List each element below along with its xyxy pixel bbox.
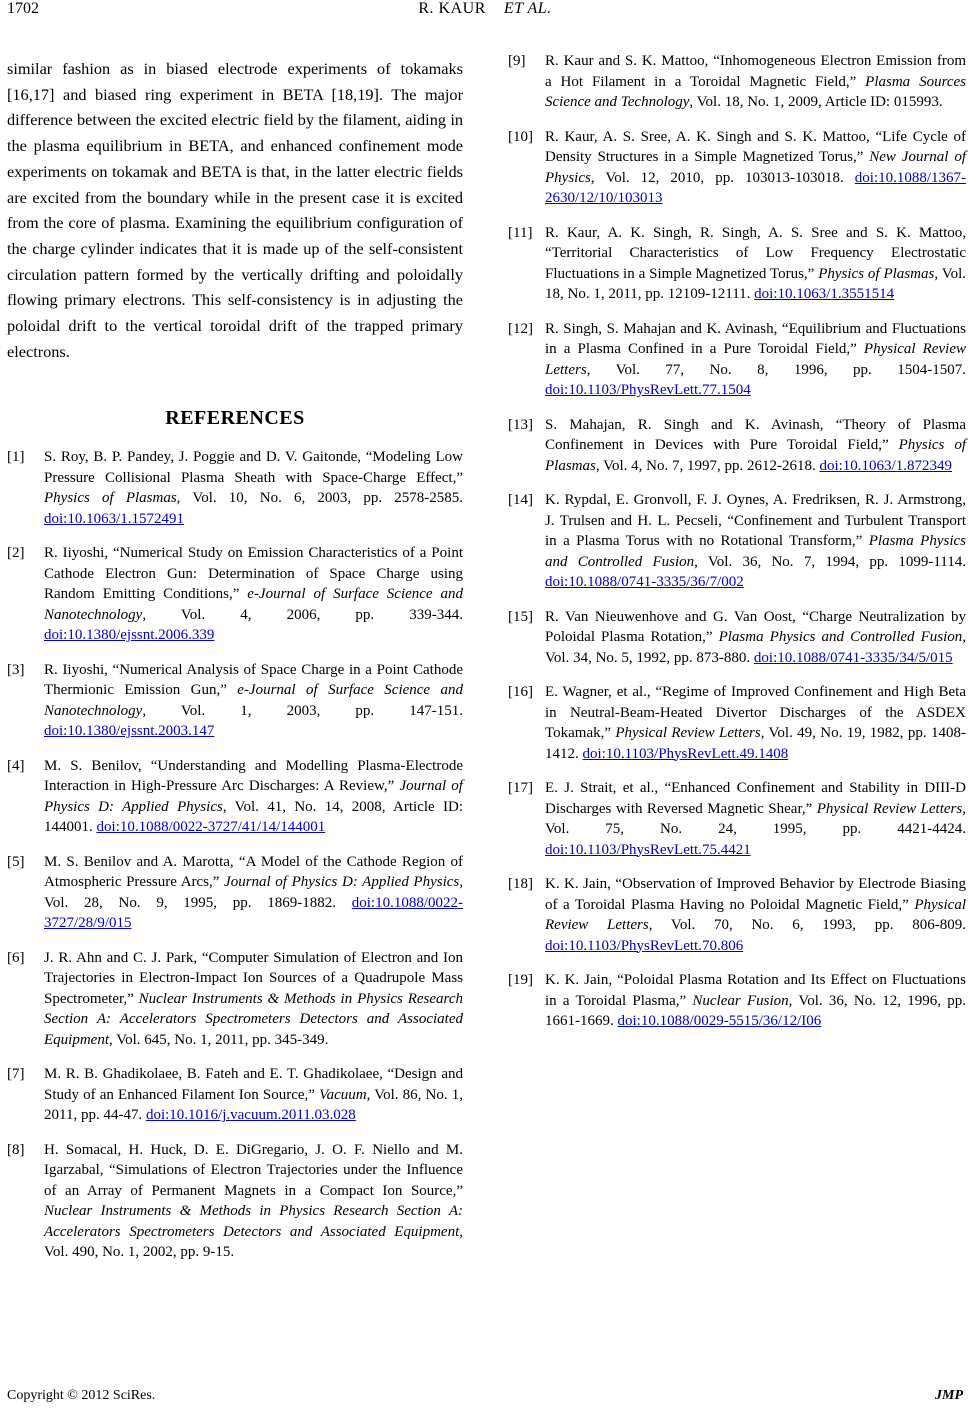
reference-journal: e-Journal of Surface Science and Nanotechnology xyxy=(44,586,463,623)
reference-details: , Vol. 36, No. 12, 1996, pp. 1661-1669. xyxy=(545,992,966,1029)
reference-details: , Vol. 18, No. 1, 2011, pp. 12109-12111. xyxy=(545,265,967,302)
doi-link[interactable]: doi:10.1088/0022-3727/28/9/015 xyxy=(44,894,463,932)
reference-authors-title: K. Rypdal, E. Gronvoll, F. J. Oynes, A. Fredriksen, R. J. Armstrong, J. Trulsen and H. L. Pecseli, “Confinement and Turbulent Transport in a Plasma Torus with no Rotational Transform,” xyxy=(545,492,966,549)
reference-item xyxy=(508,223,966,305)
reference-journal: Nuclear Fusion xyxy=(692,992,789,1009)
reference-details: , Vol. 4, 2006, pp. 339-344. xyxy=(142,606,463,623)
reference-list-right xyxy=(508,51,966,1032)
reference-item xyxy=(7,852,463,934)
reference-authors-title: M. S. Benilov and A. Marotta, “A Model of the Cathode Region of Atmospheric Pressure Arcs,” xyxy=(44,853,463,891)
reference-number: [1] xyxy=(7,449,25,466)
reference-item xyxy=(7,948,463,1051)
reference-item xyxy=(508,490,966,593)
reference-details: , Vol. 36, No. 7, 1994, pp. 1099-1114. xyxy=(694,553,966,570)
reference-number: [16] xyxy=(508,684,533,700)
reference-item xyxy=(508,127,966,209)
reference-journal: Plasma Sources Science and Technology xyxy=(545,73,966,110)
reference-authors-title: E. J. Strait, et al., “Enhanced Confinement and Stability in DIII-D Discharges with Reversed Magnetic Shear,” xyxy=(545,780,966,817)
reference-number: [6] xyxy=(7,949,25,966)
reference-number: [15] xyxy=(508,608,533,625)
reference-details: , Vol. 41, No. 14, 2008, Article ID: 144001. xyxy=(44,798,463,836)
doi-link[interactable]: doi:10.1063/1.3551514 xyxy=(754,286,895,302)
reference-details: , Vol. 70, No. 6, 1993, pp. 806-809. xyxy=(648,917,966,933)
reference-authors-title: S. Roy, B. P. Pandey, J. Poggie and D. V. Gaitonde, “Modeling Low Pressure Collisional Plasma Sheath with Space-Charge Effect,” xyxy=(44,449,463,486)
reference-authors-title: M. R. B. Ghadikolaee, B. Fateh and E. T. Ghadikolaee, “Design and Study of an Enhanced Filament Ion Source,” xyxy=(44,1066,463,1103)
reference-item xyxy=(7,1140,463,1263)
reference-authors-title: K. K. Jain, “Poloidal Plasma Rotation and Its Effect on Fluctuations in a Toroidal Plasma,” xyxy=(545,972,966,1009)
reference-details: , Vol. 28, No. 9, 1995, pp. 1869-1882. xyxy=(44,874,463,911)
doi-link[interactable]: doi:10.1088/0741-3335/34/5/015 xyxy=(753,649,953,666)
doi-link[interactable]: doi:10.1088/0741-3335/36/7/002 xyxy=(545,574,744,590)
doi-link[interactable]: doi:10.1088/1367-2630/12/10/103013 xyxy=(545,169,966,206)
reference-text xyxy=(545,319,966,401)
reference-authors-title: K. K. Jain, “Observation of Improved Behavior by Electrode Biasing of a Toroidal Plasma Having no Poloidal Magnetic Field,” xyxy=(545,876,966,913)
doi-link[interactable]: doi:10.1063/1.872349 xyxy=(819,457,952,474)
reference-text xyxy=(545,223,966,305)
reference-details: , Vol. 18, No. 1, 2009, Article ID: 015993. xyxy=(689,94,943,110)
reference-number: [5] xyxy=(7,853,25,870)
reference-text xyxy=(44,1064,463,1126)
reference-details: , Vol. 77, No. 8, 1996, pp. 1504-1507. xyxy=(586,361,966,378)
reference-number: [19] xyxy=(508,972,533,988)
reference-text xyxy=(545,51,966,113)
doi-link[interactable]: doi:10.1016/j.vacuum.2011.03.028 xyxy=(145,1107,356,1124)
reference-text xyxy=(545,490,966,593)
reference-authors-title: R. Kaur, A. S. Sree, A. K. Singh and S. K. Mattoo, “Life Cycle of Density Structures in a Simple Magnetized Torus,” xyxy=(545,128,966,165)
reference-number: [9] xyxy=(508,53,526,69)
page-number: 1702 xyxy=(7,0,39,17)
reference-journal: Journal of Physics D: Applied Physics xyxy=(224,874,460,891)
reference-item xyxy=(508,51,966,113)
reference-number: [11] xyxy=(508,224,533,241)
reference-journal: New Journal of Physics xyxy=(545,149,966,186)
reference-number: [18] xyxy=(508,876,533,892)
reference-authors-title: H. Somacal, H. Huck, D. E. DiGregario, J. O. F. Niello and M. Igarzabal, “Simulations of Electron Trajectories under the Influence of an Array of Permanent Magnets in a Compact Ion Source,” xyxy=(44,1141,463,1199)
running-header xyxy=(0,0,970,18)
reference-list-left xyxy=(7,447,463,1263)
reference-number: [4] xyxy=(7,757,25,774)
reference-text xyxy=(44,660,463,742)
reference-details: , Vol. 12, 2010, pp. 103013-103018. xyxy=(590,169,855,186)
reference-details: , Vol. 490, No. 1, 2002, pp. 9-15. xyxy=(44,1223,463,1261)
reference-details: , Vol. 4, No. 7, 1997, pp. 2612-2618. xyxy=(595,457,820,474)
reference-item xyxy=(7,543,463,646)
reference-details: , Vol. 86, No. 1, 2011, pp. 44-47. xyxy=(44,1086,463,1124)
reference-journal: Plasma Physics and Controlled Fusion xyxy=(545,533,966,570)
reference-text xyxy=(44,948,463,1051)
doi-link[interactable]: doi:10.1103/PhysRevLett.75.4421 xyxy=(545,841,751,858)
header-author: R. KAUR xyxy=(418,0,486,17)
reference-journal: Physical Review Letters xyxy=(545,896,966,933)
reference-text xyxy=(545,970,966,1032)
doi-link[interactable]: doi:10.1088/0029-5515/36/12/I06 xyxy=(617,1013,822,1029)
reference-details: , Vol. 34, No. 5, 1992, pp. 873-880. xyxy=(545,629,967,666)
reference-journal: Journal of Physics D: Applied Physics xyxy=(44,778,463,815)
reference-item xyxy=(508,778,966,860)
reference-number: [7] xyxy=(7,1066,25,1083)
doi-link[interactable]: doi:10.1088/0022-3727/41/14/144001 xyxy=(96,819,326,836)
reference-journal: Physics of Plasmas xyxy=(818,265,935,282)
reference-number: [12] xyxy=(508,320,533,337)
reference-number: [2] xyxy=(7,545,25,562)
reference-number: [8] xyxy=(7,1141,25,1158)
reference-item xyxy=(7,756,463,838)
header-et-al: ET AL. xyxy=(503,0,552,17)
reference-item xyxy=(508,874,966,956)
reference-details: , Vol. 75, No. 24, 1995, pp. 4421-4424. xyxy=(545,800,966,837)
doi-link[interactable]: doi:10.1063/1.1572491 xyxy=(44,510,185,527)
reference-item xyxy=(508,607,966,669)
reference-number: [3] xyxy=(7,661,25,678)
reference-authors-title: R. Kaur and S. K. Mattoo, “Inhomogeneous Electron Emission from a Hot Filament in a Toroidal Magnetic Field,” xyxy=(545,53,966,90)
reference-authors-title: R. Kaur, A. K. Singh, R. Singh, A. S. Sree and S. K. Mattoo, “Territorial Characteristics of Low Frequency Electrostatic Fluctuations in a Simple Magnetized Torus,” xyxy=(545,224,966,282)
reference-item xyxy=(508,682,966,764)
reference-journal: Physical Review Letters xyxy=(545,341,966,378)
reference-authors-title: S. Mahajan, R. Singh and K. Avinash, “Theory of Plasma Confinement in Devices with Pure Toroidal Field,” xyxy=(545,416,966,453)
reference-journal: Physics of Plasmas xyxy=(44,490,177,507)
reference-authors-title: R. Van Nieuwenhove and G. Van Oost, “Charge Neutralization by Poloidal Plasma Rotation,” xyxy=(545,608,966,645)
reference-number: [14] xyxy=(508,492,533,508)
reference-text xyxy=(545,127,966,209)
reference-text xyxy=(545,415,966,477)
copyright-footer: Copyright © 2012 SciRes. xyxy=(7,1388,156,1403)
right-column xyxy=(508,51,966,1046)
reference-journal: e-Journal of Surface Science and Nanotechnology xyxy=(44,682,463,719)
doi-link[interactable]: doi:10.1380/ejssnt.2003.147 xyxy=(44,723,215,740)
reference-text xyxy=(545,682,966,764)
reference-text xyxy=(44,543,463,646)
reference-authors-title: R. Singh, S. Mahajan and K. Avinash, “Equilibrium and Fluctuations in a Plasma Confined in a Pure Toroidal Field,” xyxy=(545,320,966,357)
reference-item xyxy=(508,415,966,477)
doi-link[interactable]: doi:10.1380/ejssnt.2006.339 xyxy=(44,627,215,644)
reference-text xyxy=(545,874,966,956)
references-heading: REFERENCES xyxy=(165,407,305,430)
reference-text xyxy=(545,778,966,860)
journal-abbrev-footer: JMP xyxy=(935,1388,963,1403)
body-paragraph: similar fashion as in biased electrode experiments of tokamaks [16,17] and biased ring experiment in BETA [18,19]. The major difference between the excited electric field by the filament, aiding in the plasma equilibrium in BETA, and enhanced confinement mode experiments on tokamak and BETA is that, in the latter electric fields are excited from the boundary while in the present case it is excited from the core of plasma. Examining the equilibrium configuration of the charge cylinder indicates that it is made up of the self-consistent circulation pattern formed by the vertically drifting and poloidally flowing primary electrons. This self-consistency is in adjusting the poloidal drift to the vertical toroidal drift of the trapped primary electrons. xyxy=(7,59,463,361)
reference-details: , Vol. 645, No. 1, 2011, pp. 345-349. xyxy=(109,1031,329,1048)
reference-details: , Vol. 1, 2003, pp. 147-151. xyxy=(142,702,463,719)
reference-item xyxy=(7,447,463,529)
reference-authors-title: R. Iiyoshi, “Numerical Analysis of Space Charge in a Point Cathode Thermionic Emission Gun,” xyxy=(44,661,463,699)
reference-text xyxy=(44,1140,463,1263)
reference-item xyxy=(7,660,463,742)
reference-journal: Physics of Plasmas xyxy=(545,437,966,474)
reference-text xyxy=(545,607,966,669)
reference-authors-title: M. S. Benilov, “Understanding and Modelling Plasma-Electrode Interaction in High-Pressure Arc Discharges: A Review,” xyxy=(44,757,463,795)
reference-item xyxy=(508,319,966,401)
reference-journal: Vacuum xyxy=(319,1086,367,1103)
reference-item xyxy=(508,970,966,1032)
reference-details: , Vol. 49, No. 19, 1982, pp. 1408-1412. xyxy=(545,725,966,762)
reference-number: [17] xyxy=(508,780,533,796)
doi-link[interactable]: doi:10.1103/PhysRevLett.49.1408 xyxy=(582,745,789,762)
reference-text xyxy=(44,756,463,838)
reference-item xyxy=(7,1064,463,1126)
reference-text xyxy=(44,852,463,934)
reference-number: [10] xyxy=(508,128,533,145)
doi-link[interactable]: doi:10.1103/PhysRevLett.77.1504 xyxy=(545,382,751,398)
reference-journal: Physical Review Letters xyxy=(816,800,963,817)
reference-authors-title: R. Iiyoshi, “Numerical Study on Emission Characteristics of a Point Cathode Electron Gun: Determination of Space Charge using Random Emitting Conditions,” xyxy=(44,545,463,603)
reference-journal: Nuclear Instruments & Methods in Physics Research Section A: Accelerators Spectrometers Detectors and Associated Equipment xyxy=(44,990,463,1048)
left-column xyxy=(7,56,463,1277)
reference-journal: Plasma Physics and Controlled Fusion xyxy=(718,629,963,645)
doi-link[interactable]: doi:10.1103/PhysRevLett.70.806 xyxy=(545,937,744,954)
reference-authors-title: J. R. Ahn and C. J. Park, “Computer Simulation of Electron and Ion Trajectories in Electron-Impact Ion Sources of a Quadrupole Mass Spectrometer,” xyxy=(44,949,463,1007)
reference-authors-title: E. Wagner, et al., “Regime of Improved Confinement and High Beta in Neutral-Beam-Heated Divertor Discharges of the ASDEX Tokamak,” xyxy=(545,684,966,741)
reference-details: , Vol. 10, No. 6, 2003, pp. 2578-2585. xyxy=(176,490,463,507)
reference-journal: Nuclear Instruments & Methods in Physics Research Section A: Accelerators Spectrometers Detectors and Associated Equipment xyxy=(44,1203,463,1240)
reference-journal: Physical Review Letters xyxy=(615,725,761,741)
reference-number: [13] xyxy=(508,416,533,433)
reference-text xyxy=(44,447,463,529)
